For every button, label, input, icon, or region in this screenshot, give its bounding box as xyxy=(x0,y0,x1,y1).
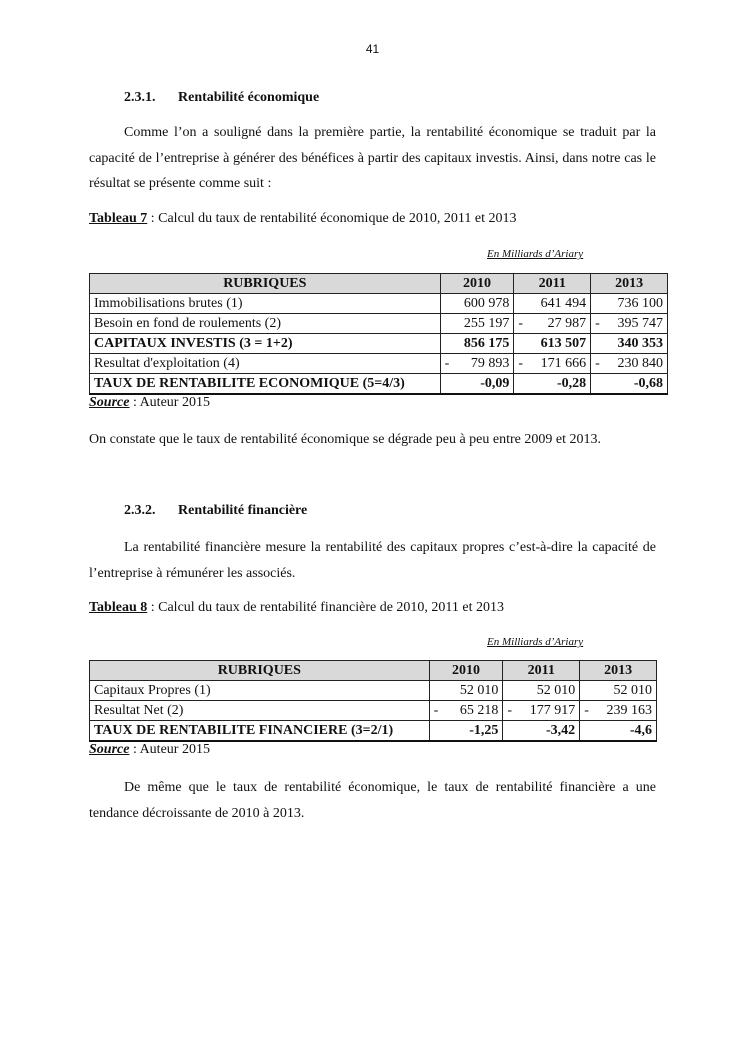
table-caption-text: : Calcul du taux de rentabilité financière de 2010, 2011 et 2013 xyxy=(147,600,504,615)
cell-number: 230 840 xyxy=(617,356,663,371)
cell-value xyxy=(580,701,657,721)
table-row xyxy=(90,721,657,742)
paragraph-intro-financiere xyxy=(89,535,656,586)
column-header-rubriques: RUBRIQUES xyxy=(90,274,441,294)
cell-value xyxy=(429,701,503,721)
section-number: 2.3.2. xyxy=(124,503,156,518)
row-label: TAUX DE RENTABILITE ECONOMIQUE (5=4/3) xyxy=(90,374,441,395)
row-label: Resultat d'exploitation (4) xyxy=(90,354,441,374)
column-header-year: 2011 xyxy=(514,274,591,294)
row-label: TAUX DE RENTABILITE FINANCIERE (3=2/1) xyxy=(90,721,430,742)
table-row xyxy=(90,314,668,334)
section-number: 2.3.1. xyxy=(124,90,156,105)
table-source-7 xyxy=(89,395,210,411)
section-heading-rentabilite-economique xyxy=(124,90,319,106)
cell-sign: - xyxy=(444,356,450,371)
cell-value xyxy=(591,354,668,374)
cell-value xyxy=(514,354,591,374)
table-caption-8 xyxy=(89,600,504,616)
cell-sign: - xyxy=(507,703,513,718)
table-label: Tableau 8 xyxy=(89,600,148,615)
cell-number: 255 197 xyxy=(463,316,510,331)
cell-sign: - xyxy=(595,356,600,371)
row-label: CAPITAUX INVESTIS (3 = 1+2) xyxy=(90,334,441,354)
section-title: Rentabilité économique xyxy=(178,90,320,105)
cell-number: 613 507 xyxy=(540,336,587,351)
cell-value xyxy=(514,294,591,314)
table-header-row xyxy=(90,661,657,681)
cell-value xyxy=(440,314,514,334)
table-header-row xyxy=(90,274,668,294)
source-text: : Auteur 2015 xyxy=(129,395,210,410)
cell-number: -4,6 xyxy=(629,723,652,738)
page-number: 41 xyxy=(365,42,380,56)
cell-number: 52 010 xyxy=(459,683,499,698)
cell-sign: - xyxy=(595,316,600,331)
section-title: Rentabilité financière xyxy=(178,503,308,518)
cell-value xyxy=(429,681,503,701)
paragraph-text: Comme l’on a souligné dans la première partie, la rentabilité économique se traduit par la capacité de l’entreprise à générer des bénéfices à partir des capitaux investis. Ainsi, dans notre cas le résultat se présente comme suit : xyxy=(89,125,656,191)
cell-number: 27 987 xyxy=(547,316,587,331)
source-text: : Auteur 2015 xyxy=(129,742,210,757)
cell-number: 856 175 xyxy=(463,336,510,351)
cell-number: 52 010 xyxy=(613,683,652,698)
column-header-year: 2013 xyxy=(591,274,668,294)
cell-value xyxy=(440,354,514,374)
cell-sign: - xyxy=(518,356,524,371)
cell-value xyxy=(503,721,580,742)
column-header-rubriques: RUBRIQUES xyxy=(90,661,430,681)
table-rentabilite-economique xyxy=(89,273,668,395)
cell-number: 171 666 xyxy=(540,356,587,371)
row-label: Besoin en fond de roulements (2) xyxy=(90,314,441,334)
cell-value xyxy=(429,721,503,742)
table-caption-text: : Calcul du taux de rentabilité économique de 2010, 2011 et 2013 xyxy=(147,211,517,226)
cell-number: 641 494 xyxy=(540,296,587,311)
paragraph-text: La rentabilité financière mesure la rentabilité des capitaux propres c’est-à-dire la capacité de l’entreprise à rémunérer les associés. xyxy=(89,540,656,581)
cell-value xyxy=(591,314,668,334)
column-header-year: 2011 xyxy=(503,661,580,681)
table-row xyxy=(90,354,668,374)
cell-number: 395 747 xyxy=(617,316,663,331)
cell-number: -0,68 xyxy=(633,376,663,391)
conclusion-economique: On constate que le taux de rentabilité économique se dégrade peu à peu entre 2009 et 2013. xyxy=(89,432,601,447)
table-source-8 xyxy=(89,742,210,758)
row-label: Immobilisations brutes (1) xyxy=(90,294,441,314)
cell-sign: - xyxy=(518,316,524,331)
paragraph-text: De même que le taux de rentabilité économique, le taux de rentabilité financière a une tendance décroissante de 2010 à 2013. xyxy=(89,780,656,821)
cell-value xyxy=(503,701,580,721)
cell-value xyxy=(440,334,514,354)
cell-number: 177 917 xyxy=(529,703,576,718)
cell-number: -0,28 xyxy=(557,376,587,391)
section-heading-rentabilite-financiere xyxy=(124,503,307,519)
unit-note: En Milliards d’Ariary xyxy=(487,248,584,260)
cell-value xyxy=(580,721,657,742)
column-header-year: 2010 xyxy=(429,661,503,681)
cell-value xyxy=(440,294,514,314)
source-label: Source xyxy=(89,742,130,757)
cell-number: 65 218 xyxy=(459,703,499,718)
cell-number: -3,42 xyxy=(546,723,576,738)
column-header-year: 2010 xyxy=(440,274,514,294)
cell-value xyxy=(514,374,591,395)
cell-value xyxy=(440,374,514,395)
cell-number: 340 353 xyxy=(617,336,663,351)
column-header-year: 2013 xyxy=(580,661,657,681)
table-row xyxy=(90,294,668,314)
cell-number: -0,09 xyxy=(480,376,510,391)
cell-value xyxy=(503,681,580,701)
cell-sign: - xyxy=(584,703,589,718)
paragraph-intro-economique xyxy=(89,120,656,197)
table-row xyxy=(90,374,668,395)
cell-number: 239 163 xyxy=(606,703,652,718)
table-caption-7 xyxy=(89,211,516,227)
cell-number: 600 978 xyxy=(463,296,510,311)
cell-sign: - xyxy=(433,703,439,718)
row-label: Capitaux Propres (1) xyxy=(90,681,430,701)
cell-value xyxy=(514,314,591,334)
unit-note: En Milliards d’Ariary xyxy=(487,636,584,648)
table-row xyxy=(90,681,657,701)
cell-value xyxy=(591,294,668,314)
table-row xyxy=(90,334,668,354)
cell-value xyxy=(591,334,668,354)
cell-number: 736 100 xyxy=(617,296,663,311)
cell-value xyxy=(514,334,591,354)
table-rentabilite-financiere xyxy=(89,660,657,742)
cell-number: 52 010 xyxy=(536,683,576,698)
table-row xyxy=(90,701,657,721)
conclusion-financiere xyxy=(89,775,656,826)
cell-number: 79 893 xyxy=(470,356,510,371)
cell-value xyxy=(580,681,657,701)
source-label: Source xyxy=(89,395,130,410)
row-label: Resultat Net (2) xyxy=(90,701,430,721)
cell-number: -1,25 xyxy=(469,723,499,738)
table-label: Tableau 7 xyxy=(89,211,148,226)
cell-value xyxy=(591,374,668,395)
